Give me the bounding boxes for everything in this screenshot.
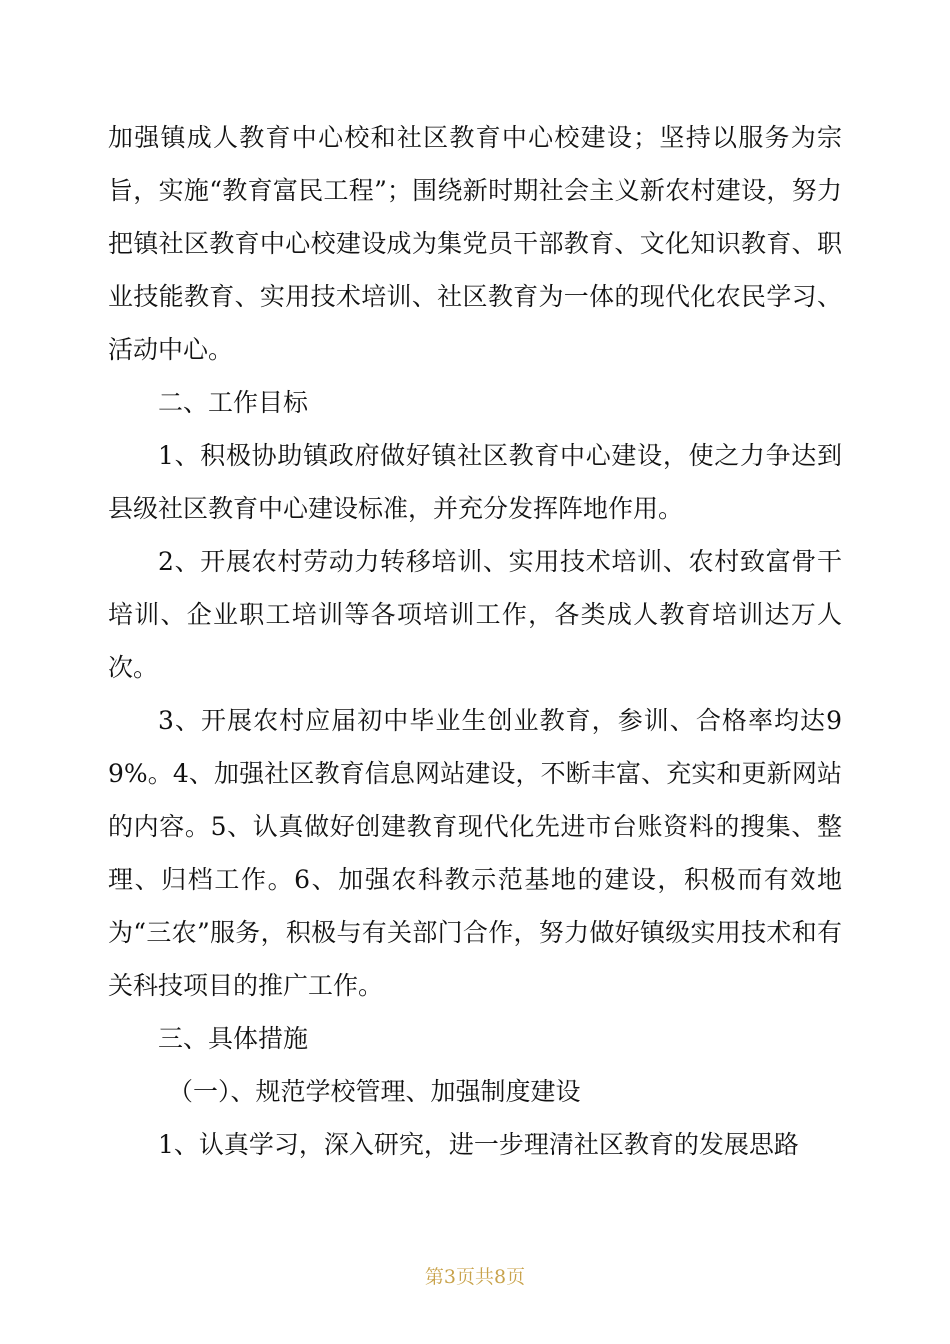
subsection-heading-management: （一）、规范学校管理、加强制度建设	[168, 1077, 581, 1106]
paragraph-measure-1: 1、认真学习，深入研究，进一步理清社区教育的发展思路	[158, 1130, 799, 1159]
section-heading-work-goals: 二、工作目标	[158, 388, 309, 417]
document-body	[108, 111, 842, 1171]
page-number-footer: 第3页共8页	[424, 1266, 526, 1288]
paragraph-goal-3-6: 3、开展农村应届初中毕业生创业教育，参训、合格率均达99%。4、加强社区教育信息网站建设，不断丰富、充实和更新网站的内容。5、认真做好创建教育现代化先进市台账资料的搜集、整理、归档工作。6、加强农科教示范基地的建设，积极而有效地为“三农”服务，积极与有关部门合作，努力做好镇级实用技术和有关科技项目的推广工作。	[108, 706, 842, 1000]
paragraph-goal-1: 1、积极协助镇政府做好镇社区教育中心建设，使之力争达到县级社区教育中心建设标准，并充分发挥阵地作用。	[108, 441, 842, 523]
section-heading-measures: 三、具体措施	[158, 1024, 309, 1053]
paragraph-intro: 加强镇成人教育中心校和社区教育中心校建设；坚持以服务为宗旨，实施“教育富民工程”；围绕新时期社会主义新农村建设，努力把镇社区教育中心校建设成为集党员干部教育、文化知识教育、职业技能教育、实用技术培训、社区教育为一体的现代化农民学习、活动中心。	[108, 123, 842, 364]
paragraph-goal-2: 2、开展农村劳动力转移培训、实用技术培训、农村致富骨干培训、企业职工培训等各项培训工作，各类成人教育培训达万人次。	[108, 547, 842, 682]
